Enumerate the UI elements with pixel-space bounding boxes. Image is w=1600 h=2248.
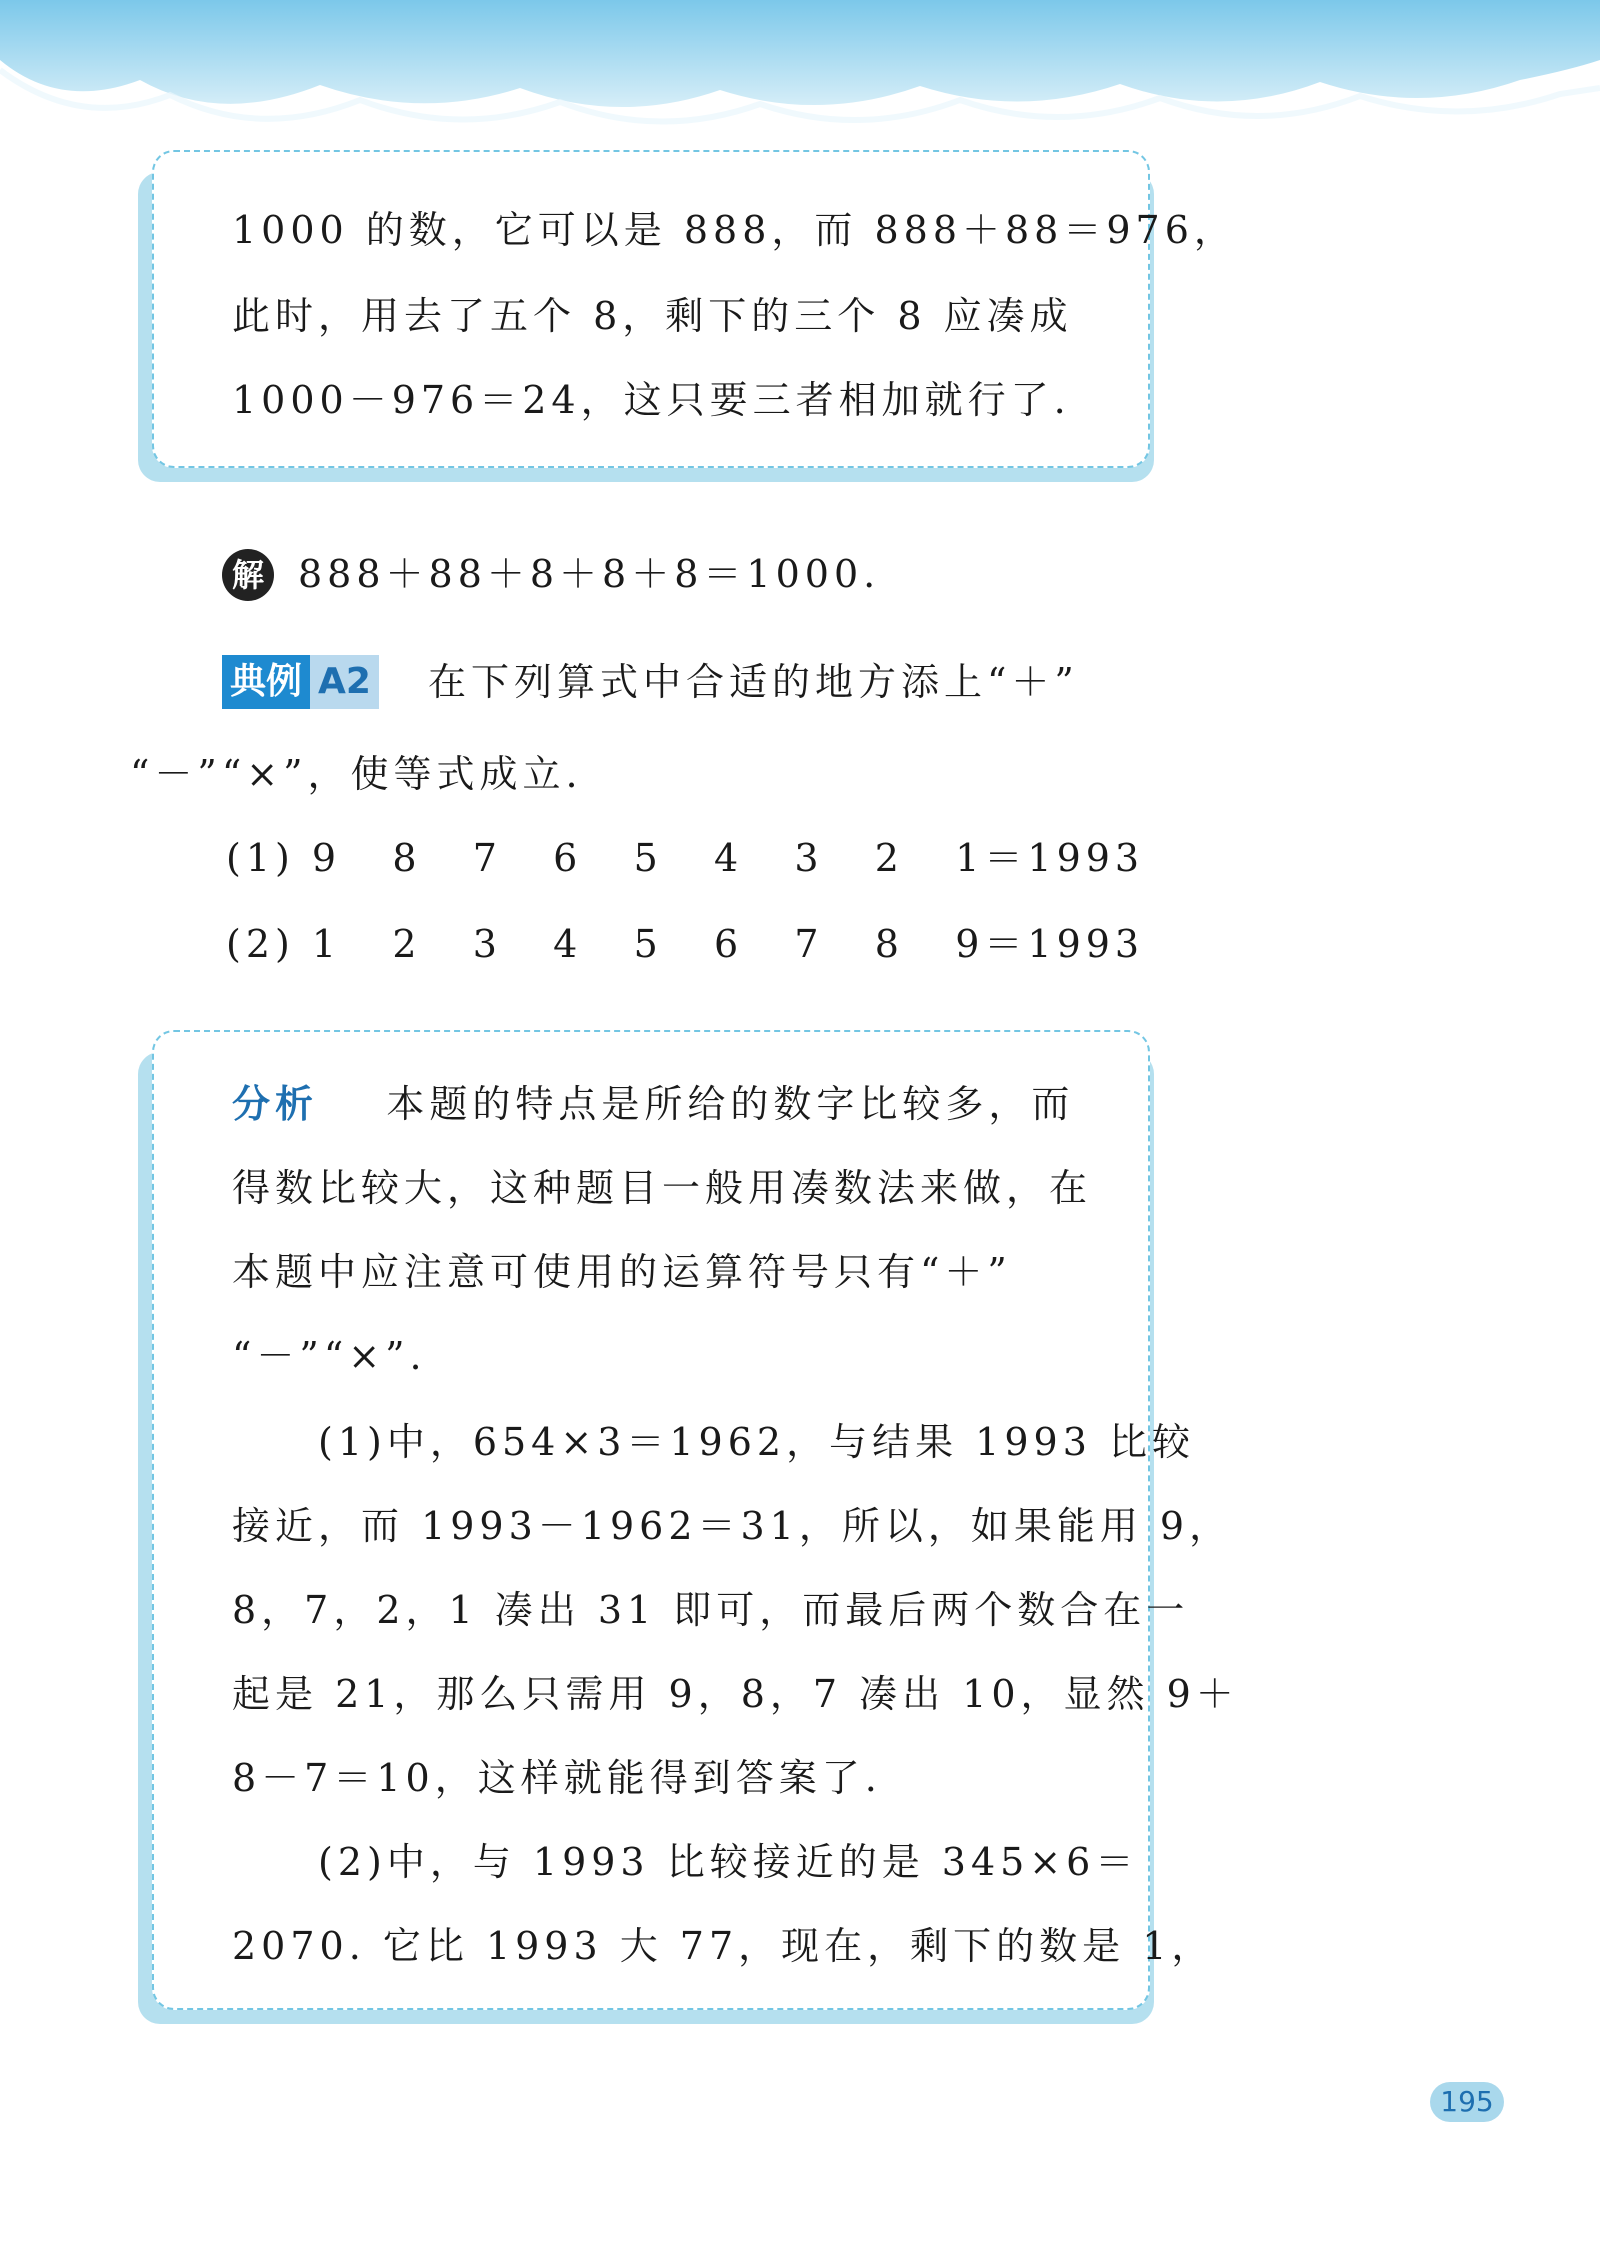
analysis-line: 接近，而 1993－1962＝31，所以，如果能用 9， (232, 1504, 1233, 1548)
sky-header-decoration (0, 0, 1600, 170)
example-tag (222, 655, 379, 709)
analysis-line: 8，7，2，1 凑出 31 即可，而最后两个数合在一 (232, 1588, 1190, 1632)
solution-badge: 解 (222, 549, 274, 601)
analysis-line: “－”“×”. (232, 1334, 427, 1378)
example-item: (2) 1 2 3 4 5 6 7 8 9＝1993 (226, 922, 1145, 966)
page-number: 195 (1430, 2082, 1504, 2122)
analysis-line: 2070. 它比 1993 大 77，现在，剩下的数是 1， (232, 1924, 1215, 1968)
text-line: 此时，用去了五个 8，剩下的三个 8 应凑成 (232, 294, 1073, 338)
example-prompt-line: “－”“×”，使等式成立. (130, 752, 583, 796)
text-line: 1000 的数，它可以是 888，而 888＋88＝976， (232, 208, 1237, 252)
analysis-line: (1)中，654×3＝1962，与结果 1993 比较 (232, 1420, 1195, 1464)
analysis-label: 分析 (232, 1082, 319, 1126)
example-tag-id: A2 (310, 655, 379, 709)
analysis-line: 8－7＝10，这样就能得到答案了. (232, 1756, 882, 1800)
analysis-line: 得数比较大，这种题目一般用凑数法来做，在 (232, 1166, 1093, 1210)
text-line: 1000－976＝24，这只要三者相加就行了. (232, 378, 1071, 422)
analysis-first-line (232, 1078, 1074, 1130)
solution-text: 888＋88＋8＋8＋8＝1000. (298, 552, 881, 596)
example-item: (1) 9 8 7 6 5 4 3 2 1＝1993 (226, 836, 1145, 880)
example-prompt-line: 在下列算式中合适的地方添上“＋” (428, 660, 1079, 704)
analysis-text: 本题的特点是所给的数字比较多，而 (386, 1082, 1075, 1126)
analysis-line: (2)中，与 1993 比较接近的是 345×6＝ (232, 1840, 1139, 1884)
analysis-line: 本题中应注意可使用的运算符号只有“＋” (232, 1250, 1012, 1294)
example-tag-label: 典例 (222, 655, 310, 709)
analysis-line: 起是 21，那么只需用 9，8，7 凑出 10，显然 9＋ (232, 1672, 1239, 1716)
